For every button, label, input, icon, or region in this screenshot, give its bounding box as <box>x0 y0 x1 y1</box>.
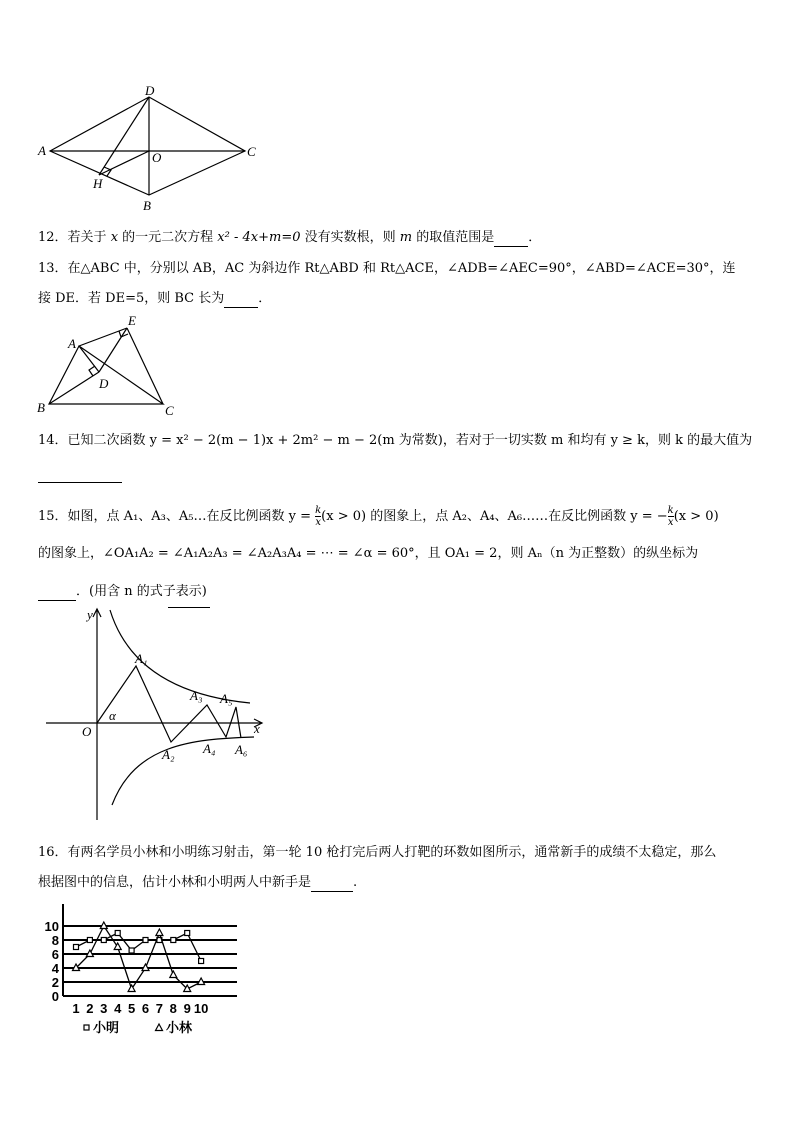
label-a1: A₁ <box>135 651 148 666</box>
question-13-line2: 接 DE．若 DE=5，则 BC 长为 ． <box>38 291 272 306</box>
label-a4: A₄ <box>203 741 216 756</box>
question-12: 12．若关于 x 的一元二次方程 x² - 4x+m=0 没有实数根，则 m 的取值范围是 ． <box>38 230 542 245</box>
y-tick-label: 6 <box>51 947 59 962</box>
x-tick-label: 5 <box>127 1001 136 1016</box>
data-point-square <box>101 938 106 943</box>
question-13-line1: 13．在△ABC 中，分别以 AB，AC 为斜边作 Rt△ABD 和 Rt△ACE，∠ADB=∠AEC=90°，∠ABD=∠ACE=30°，连 <box>38 261 736 276</box>
label-a5: A₅ <box>220 691 233 706</box>
label-d: D <box>99 376 109 391</box>
data-point-square <box>143 938 148 943</box>
x-tick-label: 8 <box>169 1001 177 1016</box>
x-tick-label: 4 <box>114 1001 122 1016</box>
label-c: C <box>247 144 256 159</box>
label-e: E <box>128 313 136 328</box>
label-d: D <box>145 84 155 98</box>
label-origin: O <box>82 724 92 739</box>
x-tick-label: 7 <box>155 1001 164 1016</box>
label-x: x <box>254 721 260 736</box>
legend-label: 小明 <box>93 1020 120 1035</box>
data-point-square <box>199 959 204 964</box>
y-tick-label: 2 <box>51 975 59 990</box>
question-14: 14．已知二次函数 y = x² − 2(m − 1)x + 2m² − m − 2(m 为常数)，若对于一切实数 m 和均有 y ≥ k，则 k 的最大值为 <box>38 433 753 448</box>
y-tick-label: 4 <box>51 961 59 976</box>
legend-label: 小林 <box>166 1020 193 1035</box>
answer-blank <box>38 586 76 601</box>
segment-bd <box>49 372 99 404</box>
label-c: C <box>165 403 174 418</box>
x-tick-label: 2 <box>86 1001 94 1016</box>
label-h: H <box>93 176 103 191</box>
data-point-square <box>129 948 134 953</box>
data-point-triangle <box>156 929 163 936</box>
reciprocal-function-figure <box>40 605 280 825</box>
legend-triangle-icon <box>156 1024 163 1031</box>
question-15-line3: ．(用含 n 的式子表示) <box>38 583 207 601</box>
label-a: A <box>38 143 46 158</box>
x-tick-label: 3 <box>100 1001 108 1016</box>
x-tick-label: 10 <box>193 1001 209 1016</box>
question-15-line2: 的图象上，∠OA₁A₂ = ∠A₁A₂A₃ = ∠A₂A₃A₄ = ⋯ = ∠α = 60°，且 OA₁ = 2，则 Aₙ（n 为正整数）的纵坐标为 <box>38 546 699 561</box>
rhombus-figure <box>35 84 265 216</box>
answer-blank <box>224 293 258 308</box>
question-15-line1: 15．如图，点 A₁、A₃、A₅…在反比例函数 y = $\frac{k}{x}$ (x > 0) 的图象上，点 A₂、A₄、A₆……在反比例函数 y = − $\frac{k}{x}$ (x > 0) <box>38 505 719 528</box>
label-a6: A₆ <box>235 742 248 757</box>
curve-positive <box>110 610 250 703</box>
legend-square-icon <box>84 1025 89 1030</box>
segment-ad <box>79 346 99 372</box>
answer-blank-q14 <box>38 468 122 483</box>
label-b: B <box>143 198 151 213</box>
answer-blank <box>494 232 528 247</box>
x-tick-label: 6 <box>141 1001 150 1016</box>
curve-negative <box>112 737 254 805</box>
label-o: O <box>152 150 162 165</box>
shooting-score-chart <box>35 900 245 1045</box>
segment-de <box>99 328 127 372</box>
data-point-square <box>171 938 176 943</box>
label-y: y <box>87 607 93 622</box>
triangle-abc <box>49 346 163 404</box>
answer-blank <box>311 877 353 892</box>
data-point-square <box>185 931 190 936</box>
data-point-square <box>87 938 92 943</box>
x-tick-label: 1 <box>72 1001 80 1016</box>
label-alpha: α <box>109 708 116 723</box>
segment-ec <box>127 328 163 404</box>
y-tick-label: 10 <box>44 919 59 934</box>
series-line-0 <box>76 933 201 961</box>
label-a3: A₃ <box>190 688 203 703</box>
y-tick-label: 8 <box>51 933 59 948</box>
label-b: B <box>37 400 45 415</box>
x-tick-label: 9 <box>183 1001 191 1016</box>
data-point-square <box>74 945 79 950</box>
question-16-line2: 根据图中的信息，估计小林和小明两人中新手是 . <box>38 875 358 890</box>
label-a: A <box>68 336 76 351</box>
y-tick-label: 0 <box>51 989 59 1004</box>
data-point-square <box>115 931 120 936</box>
triangle-figure <box>35 312 185 420</box>
rhombus-outline <box>50 97 245 195</box>
question-16-line1: 16．有两名学员小林和小明练习射击，第一轮 10 枪打完后两人打靶的环数如图所示，通常新手的成绩不太稳定，那么 <box>38 845 717 860</box>
label-a2: A₂ <box>162 747 175 762</box>
data-point-triangle <box>170 971 177 978</box>
segment-ae <box>79 328 127 346</box>
